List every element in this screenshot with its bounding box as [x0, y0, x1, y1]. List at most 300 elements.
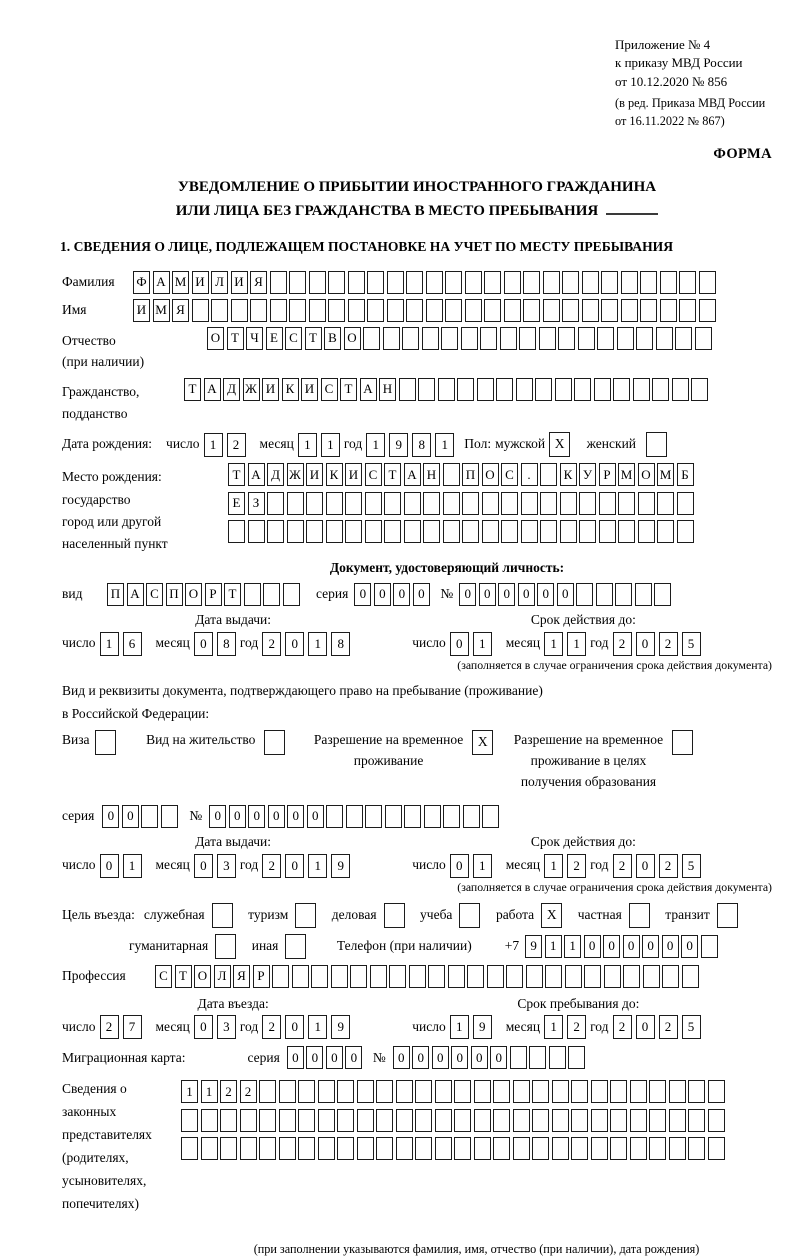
char-cell: Л [211, 271, 228, 294]
char-cell [396, 1137, 413, 1160]
char-cell [615, 583, 632, 606]
char-cell [461, 327, 478, 350]
char-cell: Т [175, 965, 192, 988]
profession-label: Профессия [62, 967, 126, 983]
char-cell [385, 805, 402, 828]
char-cell: 0 [450, 854, 469, 878]
residence-valid-group [412, 834, 704, 878]
char-cell [487, 965, 504, 988]
char-cell [326, 520, 343, 543]
surname-row [62, 271, 772, 294]
char-cell [513, 1109, 530, 1132]
appendix-line: к приказу МВД России [615, 55, 743, 71]
series-label: серия [62, 808, 95, 824]
char-cell: К [282, 378, 299, 401]
char-cell: Т [340, 378, 357, 401]
char-cell [435, 1137, 452, 1160]
char-cell [635, 583, 652, 606]
char-cell [638, 520, 655, 543]
day-label: число [166, 436, 200, 452]
char-cell [201, 1109, 218, 1132]
char-cell [591, 1080, 608, 1103]
legal-reps-note: (при заполнении указываются фамилия, имя, отчество (при наличии), дата рождения) [253, 1242, 700, 1257]
birth-date-label: Дата рождения: [62, 436, 153, 452]
char-cell [482, 805, 499, 828]
char-cell: 0 [229, 805, 246, 828]
char-cell [640, 271, 657, 294]
char-cell: М [153, 299, 170, 322]
char-cell [682, 965, 699, 988]
purpose-label: Цель въезда: [62, 906, 135, 922]
char-cell [565, 965, 582, 988]
char-cell [387, 271, 404, 294]
purpose-study-label: учеба [420, 906, 453, 922]
char-cell [298, 1137, 315, 1160]
citizenship-label: Гражданство, подданство [62, 384, 140, 421]
char-cell: 8 [217, 632, 236, 656]
char-cell [621, 271, 638, 294]
purpose-humanitarian-checkbox [215, 934, 236, 959]
entry-year-cells [262, 1015, 354, 1039]
entry-month-cells [194, 1015, 240, 1039]
amendment-line: (в ред. Приказа МВД России [615, 96, 766, 111]
char-cell [289, 271, 306, 294]
char-cell [688, 1080, 705, 1103]
char-cell: Ж [287, 463, 304, 486]
doc-type-label: вид [62, 585, 83, 601]
char-cell: 2 [220, 1080, 237, 1103]
char-cell: 0 [287, 1046, 304, 1069]
day-label: число [412, 857, 446, 873]
char-cell [633, 378, 650, 401]
temp-residence-edu-label-line2: проживание в целях [530, 753, 647, 769]
char-cell: 8 [412, 433, 431, 457]
char-cell [357, 1080, 374, 1103]
char-cell: Т [228, 463, 245, 486]
char-cell: 0 [451, 1046, 468, 1069]
char-cell: 0 [636, 632, 655, 656]
char-cell [560, 520, 577, 543]
char-cell [270, 271, 287, 294]
char-cell [259, 1137, 276, 1160]
purpose-business-checkbox [384, 903, 405, 928]
option-temp-residence [314, 730, 496, 772]
char-cell: П [166, 583, 183, 606]
residence-permit-checkbox [264, 730, 285, 755]
residence-permit-label: Вид на жительство [146, 732, 256, 748]
char-cell: 8 [331, 632, 350, 656]
char-cell [582, 299, 599, 322]
char-cell [474, 1080, 491, 1103]
char-cell: Д [267, 463, 284, 486]
form-title-line2: ИЛИ ЛИЦА БЕЗ ГРАЖДАНСТВА В МЕСТО ПРЕБЫВАНИЯ [62, 200, 772, 223]
char-cell: О [344, 327, 361, 350]
char-cell: Е [228, 492, 245, 515]
char-cell [618, 492, 635, 515]
char-cell: 0 [287, 805, 304, 828]
temp-residence-label-line2: проживание [353, 753, 424, 769]
char-cell: О [185, 583, 202, 606]
char-cell [399, 378, 416, 401]
char-cell: 0 [459, 583, 476, 606]
char-cell: А [248, 463, 265, 486]
char-cell [448, 965, 465, 988]
entry-day-cells [100, 1015, 146, 1039]
day-label: число [62, 635, 96, 651]
char-cell [493, 1137, 510, 1160]
char-cell [298, 1080, 315, 1103]
legal-reps-label: Сведения о законных представителях (родителях, усыновителях, попечителях) [62, 1081, 152, 1212]
char-cell [376, 1080, 393, 1103]
char-cell: Р [599, 463, 616, 486]
doc-number-label: № [440, 585, 454, 601]
char-cell [532, 1080, 549, 1103]
char-cell [404, 805, 421, 828]
char-cell [463, 805, 480, 828]
residence-doc-options [62, 730, 772, 793]
char-cell [701, 935, 718, 958]
char-cell [484, 299, 501, 322]
legal-reps-cells-row1 [181, 1080, 727, 1103]
char-cell [501, 492, 518, 515]
char-cell [662, 965, 679, 988]
patronymic-label: Отчество (при наличии) [62, 332, 145, 370]
char-cell: У [579, 463, 596, 486]
char-cell [357, 1137, 374, 1160]
char-cell: 1 [473, 632, 492, 656]
char-cell [535, 378, 552, 401]
section1-heading: 1. СВЕДЕНИЯ О ЛИЦЕ, ПОДЛЕЖАЩЕМ ПОСТАНОВКЕ НА УЧЕТ ПО МЕСТУ ПРЕБЫВАНИЯ [60, 238, 674, 254]
char-cell [406, 299, 423, 322]
char-cell [383, 327, 400, 350]
char-cell [462, 492, 479, 515]
char-cell [384, 520, 401, 543]
char-cell: 1 [366, 433, 385, 457]
char-cell: 1 [435, 433, 454, 457]
series-label: серия [247, 1049, 280, 1065]
char-cell [543, 271, 560, 294]
char-cell: П [462, 463, 479, 486]
birth-place-label: Место рождения: государство город или другой населенный пункт [62, 469, 168, 552]
migration-card-row [62, 1046, 772, 1069]
char-cell [181, 1109, 198, 1132]
char-cell [318, 1109, 335, 1132]
year-label: год [590, 857, 609, 873]
char-cell: 0 [307, 805, 324, 828]
char-cell [231, 299, 248, 322]
char-cell: А [204, 378, 221, 401]
char-cell: 0 [642, 935, 659, 958]
citizenship-row [62, 378, 772, 424]
purpose-private-label: частная [577, 906, 622, 922]
char-cell: Е [266, 327, 283, 350]
char-cell [367, 299, 384, 322]
char-cell [423, 520, 440, 543]
char-cell [500, 327, 517, 350]
amendment-line: от 16.11.2022 № 867) [615, 113, 725, 128]
char-cell: 9 [331, 854, 350, 878]
char-cell [504, 271, 521, 294]
char-cell: 0 [603, 935, 620, 958]
char-cell: 0 [681, 935, 698, 958]
char-cell [462, 520, 479, 543]
legal-reps-row [62, 1075, 772, 1216]
char-cell [328, 299, 345, 322]
char-cell [513, 1080, 530, 1103]
char-cell: 1 [544, 854, 563, 878]
char-cell: 2 [659, 1015, 678, 1039]
res-valid-year-cells [613, 854, 705, 878]
char-cell [426, 299, 443, 322]
char-cell [345, 520, 362, 543]
char-cell: 0 [557, 583, 574, 606]
char-cell [326, 805, 343, 828]
identity-doc-row [62, 583, 772, 606]
char-cell [591, 1109, 608, 1132]
char-cell [331, 965, 348, 988]
char-cell: Ч [246, 327, 263, 350]
char-cell: 0 [490, 1046, 507, 1069]
char-cell: Б [677, 463, 694, 486]
char-cell [181, 1137, 198, 1160]
char-cell [259, 1080, 276, 1103]
char-cell [679, 271, 696, 294]
char-cell [529, 1046, 546, 1069]
char-cell: 9 [525, 935, 542, 958]
char-cell [688, 1109, 705, 1132]
purpose-other-label: иная [251, 937, 279, 953]
char-cell: 3 [217, 854, 236, 878]
appendix-note [615, 36, 772, 130]
migration-card-label: Миграционная карта: [62, 1049, 186, 1065]
surname-label: Фамилия [62, 273, 115, 289]
char-cell [617, 327, 634, 350]
char-cell: С [365, 463, 382, 486]
char-cell [465, 299, 482, 322]
purpose-tourism-checkbox [295, 903, 316, 928]
day-label: число [412, 635, 446, 651]
char-cell [467, 965, 484, 988]
char-cell: Н [423, 463, 440, 486]
char-cell [402, 327, 419, 350]
char-cell [480, 327, 497, 350]
char-cell [708, 1109, 725, 1132]
char-cell [409, 965, 426, 988]
char-cell: 0 [636, 854, 655, 878]
char-cell: 0 [209, 805, 226, 828]
char-cell: 0 [326, 1046, 343, 1069]
migration-number-cells [393, 1046, 588, 1069]
appendix-line: от 10.12.2020 № 856 [615, 73, 728, 89]
char-cell [540, 492, 557, 515]
char-cell [424, 805, 441, 828]
char-cell: 0 [518, 583, 535, 606]
char-cell [669, 1137, 686, 1160]
char-cell [571, 1109, 588, 1132]
char-cell [584, 965, 601, 988]
char-cell: Т [384, 463, 401, 486]
purpose-humanitarian-label: гуманитарная [129, 937, 209, 953]
stay-day-cells [450, 1015, 496, 1039]
res-valid-day-cells [450, 854, 496, 878]
char-cell: 0 [498, 583, 515, 606]
char-cell: . [521, 463, 538, 486]
validity-note: (заполняется в случае ограничения срока действия документа) [457, 657, 772, 672]
passport-issue-group [62, 612, 354, 656]
char-cell: 1 [321, 433, 340, 457]
char-cell: С [321, 378, 338, 401]
char-cell: 0 [471, 1046, 488, 1069]
char-cell [571, 1137, 588, 1160]
birth-place-cells [228, 463, 696, 549]
number-label: № [189, 808, 203, 824]
char-cell: А [127, 583, 144, 606]
char-cell [438, 378, 455, 401]
char-cell [521, 492, 538, 515]
res-issue-year-cells [262, 854, 354, 878]
phone-prefix: +7 [504, 937, 520, 953]
char-cell [348, 271, 365, 294]
validity-note: (заполняется в случае ограничения срока действия документа) [457, 879, 772, 894]
year-label: год [590, 1019, 609, 1035]
char-cell [309, 271, 326, 294]
char-cell [445, 299, 462, 322]
char-cell: 0 [285, 1015, 304, 1039]
month-label: месяц [259, 436, 294, 452]
char-cell [445, 271, 462, 294]
char-cell [562, 271, 579, 294]
char-cell [695, 327, 712, 350]
residence-doc-intro [62, 680, 772, 726]
birth-date-row [62, 432, 772, 457]
char-cell: Ф [133, 271, 150, 294]
issue-month-cells [194, 632, 240, 656]
char-cell [519, 327, 536, 350]
char-cell [443, 805, 460, 828]
birth-year-cells [366, 433, 458, 457]
char-cell: Т [227, 327, 244, 350]
char-cell [287, 492, 304, 515]
appendix-line: Приложение № 4 [615, 37, 711, 52]
char-cell: З [248, 492, 265, 515]
char-cell: О [638, 463, 655, 486]
char-cell [691, 378, 708, 401]
char-cell [279, 1109, 296, 1132]
char-cell: 2 [659, 632, 678, 656]
residence-issue-group [62, 834, 354, 878]
char-cell [454, 1109, 471, 1132]
char-cell [309, 299, 326, 322]
char-cell: 7 [123, 1015, 142, 1039]
char-cell: 2 [567, 1015, 586, 1039]
doc-series-label: серия [316, 585, 349, 601]
valid-year-cells [613, 632, 705, 656]
char-cell [457, 378, 474, 401]
char-cell [501, 520, 518, 543]
char-cell: О [207, 327, 224, 350]
char-cell [428, 965, 445, 988]
char-cell: М [618, 463, 635, 486]
char-cell: 0 [306, 1046, 323, 1069]
char-cell [318, 1137, 335, 1160]
char-cell [357, 1109, 374, 1132]
char-cell [328, 271, 345, 294]
purpose-work-label: работа [495, 906, 535, 922]
char-cell [579, 492, 596, 515]
char-cell [240, 1137, 257, 1160]
number-label: № [372, 1049, 386, 1065]
char-cell [426, 271, 443, 294]
char-cell: С [285, 327, 302, 350]
char-cell [259, 1109, 276, 1132]
char-cell [669, 1080, 686, 1103]
char-cell: 0 [584, 935, 601, 958]
char-cell [443, 492, 460, 515]
char-cell: И [192, 271, 209, 294]
res-issue-month-cells [194, 854, 240, 878]
char-cell [482, 492, 499, 515]
char-cell: 1 [473, 854, 492, 878]
purpose-official-checkbox [212, 903, 233, 928]
char-cell: К [326, 463, 343, 486]
char-cell [545, 965, 562, 988]
char-cell [610, 1109, 627, 1132]
char-cell: М [172, 271, 189, 294]
char-cell [552, 1137, 569, 1160]
day-label: число [412, 1019, 446, 1035]
char-cell [365, 805, 382, 828]
char-cell [244, 583, 261, 606]
surname-cells [133, 271, 718, 294]
stay-year-cells [613, 1015, 705, 1039]
char-cell [657, 520, 674, 543]
char-cell: 2 [613, 854, 632, 878]
birth-place-row [62, 463, 772, 556]
char-cell [699, 271, 716, 294]
valid-until-title: Срок действия до: [530, 834, 636, 849]
char-cell [526, 965, 543, 988]
char-cell: 1 [204, 433, 223, 457]
char-cell [141, 805, 158, 828]
char-cell [669, 1109, 686, 1132]
char-cell [708, 1137, 725, 1160]
char-cell: 0 [393, 1046, 410, 1069]
char-cell [211, 299, 228, 322]
char-cell [454, 1137, 471, 1160]
char-cell: 0 [268, 805, 285, 828]
month-label: месяц [155, 857, 190, 873]
char-cell: И [345, 463, 362, 486]
char-cell [389, 965, 406, 988]
char-cell: С [146, 583, 163, 606]
char-cell [552, 1109, 569, 1132]
patronymic-cells [207, 327, 714, 350]
char-cell: П [107, 583, 124, 606]
char-cell [248, 520, 265, 543]
purpose-business-label: деловая [331, 906, 377, 922]
residence-dates-row [62, 834, 772, 878]
char-cell [493, 1080, 510, 1103]
char-cell [610, 1080, 627, 1103]
char-cell [571, 1080, 588, 1103]
stay-until-title: Срок пребывания до: [517, 995, 640, 1011]
form-title [62, 176, 772, 223]
char-cell [510, 1046, 527, 1069]
char-cell [660, 271, 677, 294]
birth-day-cells [204, 433, 250, 457]
temp-residence-edu-label-line1: Разрешение на временное [513, 732, 664, 748]
char-cell [220, 1109, 237, 1132]
